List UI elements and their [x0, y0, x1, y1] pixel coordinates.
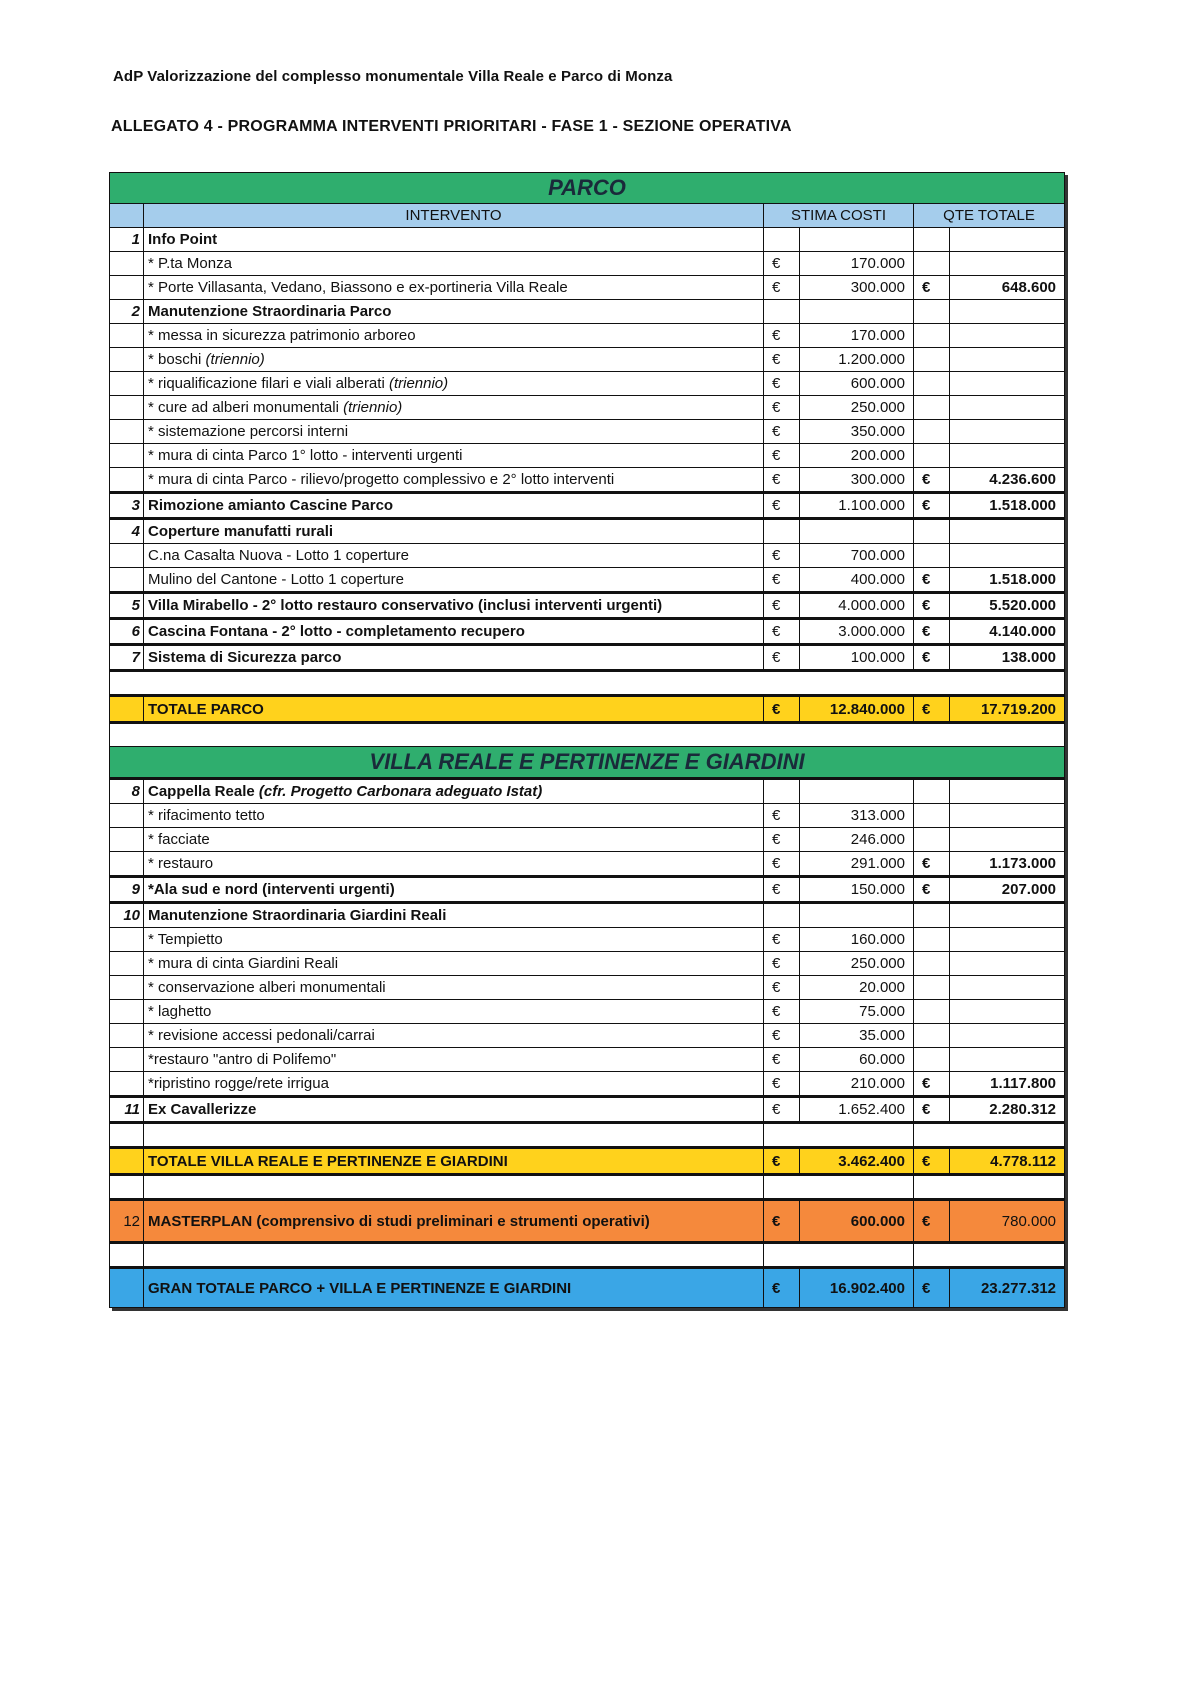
row-label: * revisione accessi pedonali/carrai: [144, 1024, 764, 1048]
row-label: GRAN TOTALE PARCO + VILLA E PERTINENZE E GIARDINI: [144, 1268, 764, 1308]
currency-symbol: €: [764, 1048, 800, 1072]
row-number: 1: [110, 228, 144, 252]
stima-value: 75.000: [800, 1000, 914, 1024]
qte-value: 5.520.000: [950, 593, 1065, 619]
stima-value: 291.000: [800, 852, 914, 877]
row-label: * mura di cinta Parco - rilievo/progetto complessivo e 2° lotto interventi: [144, 468, 764, 493]
currency-symbol: €: [764, 928, 800, 952]
row-note: (cfr. Progetto Carbonara adeguato Istat): [258, 783, 543, 800]
currency-symbol: €: [914, 1072, 950, 1097]
table-row: [110, 420, 1065, 444]
column-header-num: [110, 204, 144, 228]
stima-value: 300.000: [800, 468, 914, 493]
table-row: [110, 852, 1065, 877]
table-row: [110, 519, 1065, 544]
table-row: [110, 952, 1065, 976]
currency-symbol: €: [764, 645, 800, 671]
stima-value: 35.000: [800, 1024, 914, 1048]
qte-value: 4.778.112: [950, 1148, 1065, 1175]
interventions-table: [109, 172, 1065, 1308]
currency-symbol: €: [764, 804, 800, 828]
stima-value: 300.000: [800, 276, 914, 300]
table-row: [110, 468, 1065, 493]
row-label: * restauro: [144, 852, 764, 877]
row-label: TOTALE PARCO: [144, 696, 764, 723]
stima-value: 1.100.000: [800, 493, 914, 519]
stima-value: 170.000: [800, 324, 914, 348]
qte-value: 780.000: [950, 1200, 1065, 1243]
currency-symbol: €: [914, 1268, 950, 1308]
currency-symbol: €: [764, 252, 800, 276]
table-row: [110, 276, 1065, 300]
currency-symbol: €: [764, 276, 800, 300]
currency-symbol: €: [764, 420, 800, 444]
row-label: Rimozione amianto Cascine Parco: [144, 493, 764, 519]
currency-symbol: €: [914, 645, 950, 671]
masterplan-row: [110, 1200, 1065, 1243]
table-row: [110, 1024, 1065, 1048]
row-label: * rifacimento tetto: [144, 804, 764, 828]
currency-symbol: €: [764, 1200, 800, 1243]
qte-value: 4.236.600: [950, 468, 1065, 493]
currency-symbol: €: [764, 444, 800, 468]
row-label: [144, 372, 764, 396]
table-row: [110, 645, 1065, 671]
row-note: (triennio): [388, 375, 449, 392]
spacer-row: [110, 1243, 1065, 1268]
table-row: [110, 1048, 1065, 1072]
row-number: 8: [110, 779, 144, 804]
row-label: Coperture manufatti rurali: [144, 519, 764, 544]
stima-value: 246.000: [800, 828, 914, 852]
stima-value: 160.000: [800, 928, 914, 952]
row-number: 11: [110, 1097, 144, 1123]
table-row: [110, 1097, 1065, 1123]
row-label: MASTERPLAN (comprensivo di studi preliminari e strumenti operativi): [144, 1200, 764, 1243]
table-row: [110, 1000, 1065, 1024]
currency-symbol: €: [914, 696, 950, 723]
table-row: [110, 928, 1065, 952]
currency-symbol: €: [914, 468, 950, 493]
currency-symbol: €: [764, 1148, 800, 1175]
row-label: * laghetto: [144, 1000, 764, 1024]
currency-symbol: €: [764, 348, 800, 372]
stima-value: 12.840.000: [800, 696, 914, 723]
row-number: 4: [110, 519, 144, 544]
row-label: * messa in sicurezza patrimonio arboreo: [144, 324, 764, 348]
table-row: [110, 976, 1065, 1000]
currency-symbol: €: [764, 1072, 800, 1097]
currency-symbol: €: [764, 593, 800, 619]
qte-value: 4.140.000: [950, 619, 1065, 645]
row-label: * Porte Villasanta, Vedano, Biassono e ex-portineria Villa Reale: [144, 276, 764, 300]
currency-symbol: €: [764, 1000, 800, 1024]
total-parco-row: [110, 696, 1065, 723]
row-label: *ripristino rogge/rete irrigua: [144, 1072, 764, 1097]
row-number: 5: [110, 593, 144, 619]
stima-value: 313.000: [800, 804, 914, 828]
currency-symbol: €: [764, 828, 800, 852]
row-number: 10: [110, 903, 144, 928]
row-label: Manutenzione Straordinaria Giardini Reali: [144, 903, 764, 928]
currency-symbol: €: [914, 1148, 950, 1175]
row-label: *Ala sud e nord (interventi urgenti): [144, 877, 764, 903]
qte-value: 1.173.000: [950, 852, 1065, 877]
row-number: 12: [110, 1200, 144, 1243]
currency-symbol: €: [764, 952, 800, 976]
currency-symbol: €: [914, 852, 950, 877]
spacer-row: [110, 1123, 1065, 1148]
row-label-text: * riqualificazione filari e viali alberati: [148, 375, 385, 392]
row-label-text: Cappella Reale: [148, 783, 255, 800]
currency-symbol: €: [764, 619, 800, 645]
stima-value: 170.000: [800, 252, 914, 276]
row-label: Ex Cavallerizze: [144, 1097, 764, 1123]
currency-symbol: €: [764, 1024, 800, 1048]
section-title: VILLA REALE E PERTINENZE E GIARDINI: [110, 747, 1065, 779]
table-row: [110, 372, 1065, 396]
row-number: 7: [110, 645, 144, 671]
currency-symbol: €: [764, 696, 800, 723]
spacer-row: [110, 723, 1065, 747]
row-label: Sistema di Sicurezza parco: [144, 645, 764, 671]
stima-value: 250.000: [800, 396, 914, 420]
currency-symbol: €: [914, 1200, 950, 1243]
currency-symbol: €: [914, 493, 950, 519]
stima-value: 250.000: [800, 952, 914, 976]
currency-symbol: €: [764, 493, 800, 519]
table-row: [110, 568, 1065, 593]
currency-symbol: €: [914, 276, 950, 300]
column-header-stima: STIMA COSTI: [764, 204, 914, 228]
row-number: 3: [110, 493, 144, 519]
document-subject: AdP Valorizzazione del complesso monumentale Villa Reale e Parco di Monza: [113, 68, 673, 85]
qte-value: 138.000: [950, 645, 1065, 671]
stima-value: 20.000: [800, 976, 914, 1000]
row-label: [144, 779, 764, 804]
row-label: Villa Mirabello - 2° lotto restauro conservativo (inclusi interventi urgenti): [144, 593, 764, 619]
table-row: [110, 828, 1065, 852]
row-label: Manutenzione Straordinaria Parco: [144, 300, 764, 324]
stima-value: 3.000.000: [800, 619, 914, 645]
table-row: [110, 619, 1065, 645]
table-row: [110, 593, 1065, 619]
stima-value: 16.902.400: [800, 1268, 914, 1308]
row-label: C.na Casalta Nuova - Lotto 1 coperture: [144, 544, 764, 568]
row-note: (triennio): [343, 399, 403, 416]
currency-symbol: €: [764, 468, 800, 493]
currency-symbol: €: [764, 1268, 800, 1308]
currency-symbol: €: [914, 568, 950, 593]
stima-value: 4.000.000: [800, 593, 914, 619]
column-header-row: [110, 204, 1065, 228]
row-label: * P.ta Monza: [144, 252, 764, 276]
stima-value: 3.462.400: [800, 1148, 914, 1175]
row-label: * mura di cinta Giardini Reali: [144, 952, 764, 976]
qte-value: 1.518.000: [950, 568, 1065, 593]
row-label: [144, 348, 764, 372]
table-row: [110, 877, 1065, 903]
currency-symbol: €: [764, 1097, 800, 1123]
stima-value: 200.000: [800, 444, 914, 468]
currency-symbol: €: [914, 593, 950, 619]
document-title: ALLEGATO 4 - PROGRAMMA INTERVENTI PRIORITARI - FASE 1 - SEZIONE OPERATIVA: [111, 118, 792, 135]
table-row: [110, 396, 1065, 420]
qte-value: 1.518.000: [950, 493, 1065, 519]
stima-value: 1.652.400: [800, 1097, 914, 1123]
table-row: [110, 804, 1065, 828]
stima-value: 600.000: [800, 372, 914, 396]
row-number: 9: [110, 877, 144, 903]
table-row: [110, 493, 1065, 519]
currency-symbol: €: [914, 1097, 950, 1123]
table-row: [110, 348, 1065, 372]
qte-value: 207.000: [950, 877, 1065, 903]
row-label: Cascina Fontana - 2° lotto - completamento recupero: [144, 619, 764, 645]
table-row: [110, 228, 1065, 252]
section-title: PARCO: [110, 173, 1065, 204]
row-label: *restauro "antro di Polifemo": [144, 1048, 764, 1072]
currency-symbol: €: [764, 544, 800, 568]
grand-total-row: [110, 1268, 1065, 1308]
row-number: 2: [110, 300, 144, 324]
qte-value: 17.719.200: [950, 696, 1065, 723]
row-label: * Tempietto: [144, 928, 764, 952]
table-row: [110, 300, 1065, 324]
column-header-intervento: INTERVENTO: [144, 204, 764, 228]
section-band-parco: [110, 173, 1065, 204]
stima-value: 210.000: [800, 1072, 914, 1097]
column-header-qte: QTE TOTALE: [914, 204, 1065, 228]
qte-value: 23.277.312: [950, 1268, 1065, 1308]
row-label: * sistemazione percorsi interni: [144, 420, 764, 444]
spacer-row: [110, 671, 1065, 696]
row-label: Mulino del Cantone - Lotto 1 coperture: [144, 568, 764, 593]
currency-symbol: €: [914, 877, 950, 903]
table-row: [110, 1072, 1065, 1097]
section-band-villa: [110, 747, 1065, 779]
currency-symbol: €: [764, 976, 800, 1000]
table-row: [110, 444, 1065, 468]
qte-value: 2.280.312: [950, 1097, 1065, 1123]
currency-symbol: €: [764, 568, 800, 593]
row-label-text: * boschi: [148, 351, 202, 368]
table-row: [110, 544, 1065, 568]
table-row: [110, 779, 1065, 804]
stima-value: 700.000: [800, 544, 914, 568]
currency-symbol: €: [764, 372, 800, 396]
row-number: 6: [110, 619, 144, 645]
total-villa-row: [110, 1148, 1065, 1175]
qte-value: 1.117.800: [950, 1072, 1065, 1097]
stima-value: 1.200.000: [800, 348, 914, 372]
currency-symbol: €: [764, 877, 800, 903]
table-row: [110, 324, 1065, 348]
stima-value: 100.000: [800, 645, 914, 671]
stima-value: 60.000: [800, 1048, 914, 1072]
row-label: TOTALE VILLA REALE E PERTINENZE E GIARDINI: [144, 1148, 764, 1175]
currency-symbol: €: [764, 852, 800, 877]
currency-symbol: €: [764, 396, 800, 420]
row-label: * mura di cinta Parco 1° lotto - interventi urgenti: [144, 444, 764, 468]
table-row: [110, 252, 1065, 276]
row-label: Info Point: [144, 228, 764, 252]
table-row: [110, 903, 1065, 928]
stima-value: 400.000: [800, 568, 914, 593]
qte-value: 648.600: [950, 276, 1065, 300]
stima-value: 350.000: [800, 420, 914, 444]
row-note: (triennio): [205, 351, 265, 368]
row-label: * conservazione alberi monumentali: [144, 976, 764, 1000]
row-label-text: * cure ad alberi monumentali: [148, 399, 339, 416]
currency-symbol: €: [914, 619, 950, 645]
row-label: * facciate: [144, 828, 764, 852]
currency-symbol: €: [764, 324, 800, 348]
stima-value: 150.000: [800, 877, 914, 903]
stima-value: 600.000: [800, 1200, 914, 1243]
spacer-row: [110, 1175, 1065, 1200]
row-label: [144, 396, 764, 420]
